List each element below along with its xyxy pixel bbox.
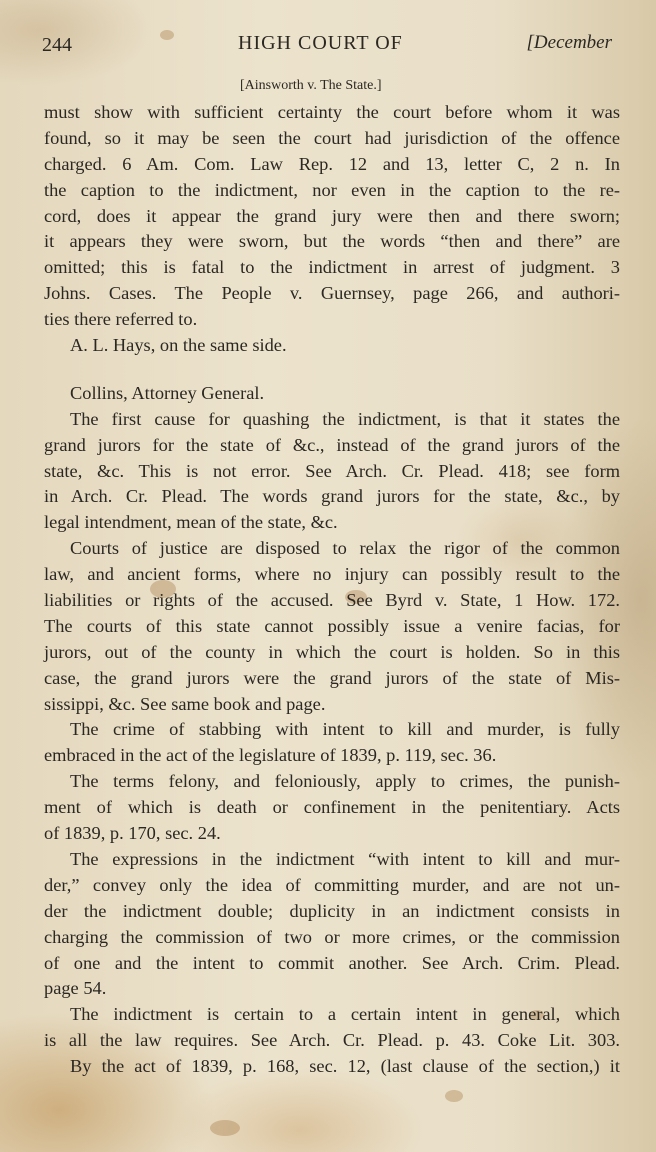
month-label: [December <box>526 32 612 53</box>
text-line: of 1839, p. 170, sec. 24. <box>44 823 221 844</box>
text-line: page 54. <box>44 978 107 999</box>
text-line: charging the commission of two or more crimes, or the commission <box>44 926 620 947</box>
text-line: The courts of this state cannot possibly issue a venire facias, for <box>44 615 620 636</box>
text-line: The terms felony, and feloniously, apply to crimes, the punish- <box>70 771 620 792</box>
text-line: Johns. Cases. The People v. Guernsey, page 266, and authori- <box>44 283 620 304</box>
text-line: The first cause for quashing the indictment, is that it states the <box>70 408 620 429</box>
text-line: A. L. Hays, on the same side. <box>70 335 287 356</box>
text-line: in Arch. Cr. Plead. The words grand jurors for the state, &c., by <box>44 486 620 507</box>
text-line: found, so it may be seen the court had jurisdiction of the offence <box>44 127 620 148</box>
text-line: omitted; this is fatal to the indictment in arrest of judgment. 3 <box>44 257 620 278</box>
text-line: der,” convey only the idea of committing murder, and are not un- <box>44 874 620 895</box>
court-title: HIGH COURT OF <box>238 32 403 54</box>
text-line: Collins, Attorney General. <box>70 382 265 403</box>
text-line: case, the grand jurors were the grand jurors of the state of Mis- <box>44 667 620 688</box>
text-line: charged. 6 Am. Com. Law Rep. 12 and 13, letter C, 2 n. In <box>44 153 620 174</box>
page-number: 244 <box>42 34 72 56</box>
case-title: [Ainsworth v. The State.] <box>240 78 382 93</box>
text-line: is all the law requires. See Arch. Cr. Plead. p. 43. Coke Lit. 303. <box>44 1030 620 1051</box>
text-line: grand jurors for the state of &c., instead of the grand jurors of the <box>44 434 620 455</box>
text-line: jurors, out of the county in which the court is holden. So in this <box>44 641 620 662</box>
text-line: The crime of stabbing with intent to kill and murder, is fully <box>70 719 620 740</box>
text-line: it appears they were sworn, but the words “then and there” are <box>44 231 620 252</box>
text-line: law, and ancient forms, where no injury can possibly result to the <box>44 564 620 585</box>
text-line: cord, does it appear the grand jury were then and there sworn; <box>44 205 620 226</box>
running-head <box>42 32 612 58</box>
text-line: embraced in the act of the legislature of 1839, p. 119, sec. 36. <box>44 745 497 766</box>
text-line: ment of which is death or confinement in the penitentiary. Acts <box>44 797 620 818</box>
text-line: der the indictment double; duplicity in an indictment consists in <box>44 900 620 921</box>
text-line: The indictment is certain to a certain intent in general, which <box>70 1004 620 1025</box>
text-line: Courts of justice are disposed to relax the rigor of the common <box>70 538 620 559</box>
text-line: state, &c. This is not error. See Arch. Cr. Plead. 418; see form <box>44 460 620 481</box>
text-line: of one and the intent to commit another. See Arch. Crim. Plead. <box>44 952 620 973</box>
text-line: must show with sufficient certainty the court before whom it was <box>44 102 620 122</box>
text-line: liabilities or rights of the accused. See Byrd v. State, 1 How. 172. <box>44 590 620 611</box>
text-line: legal intendment, mean of the state, &c. <box>44 512 338 533</box>
text-line: sissippi, &c. See same book and page. <box>44 693 326 714</box>
body-text <box>44 100 620 1080</box>
text-line: ties there referred to. <box>44 309 198 330</box>
text-line: By the act of 1839, p. 168, sec. 12, (last clause of the section,) it <box>70 1056 620 1077</box>
text-line: the caption to the indictment, nor even in the caption to the re- <box>44 179 620 200</box>
text-line: The expressions in the indictment “with intent to kill and mur- <box>70 848 620 869</box>
